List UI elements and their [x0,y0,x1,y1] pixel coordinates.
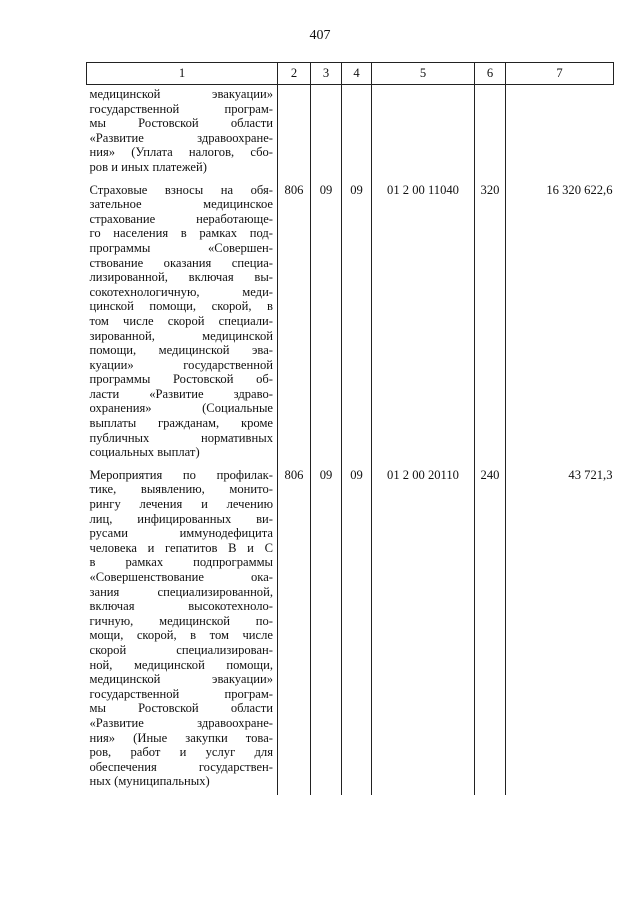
row-name-line: Мероприятия по профилак- [89,467,273,482]
ministry-code-cell: 806 [278,466,311,795]
row-name-line: включая высокотехноло- [89,599,273,614]
row-name-line: человека и гепатитов В и С [89,540,273,555]
header-row [87,63,614,85]
row-name-line: выплаты гражданам, кроме [89,416,273,431]
section-code-cell: 09 [311,466,342,795]
table-body [87,85,614,795]
row-name-line: медицинской эвакуации» [89,87,273,101]
amount-cell [506,85,614,181]
row-name-line: в рамках подпрограммы [89,555,273,570]
row-name-line: программы Ростовской об- [89,372,273,387]
table-row [87,181,614,466]
header-col-3: 3 [311,63,342,85]
row-name-line: зированной, медицинской [89,328,273,343]
subsection-code-cell: 09 [342,181,372,466]
expense-type-cell: 320 [475,181,506,466]
header-col-7: 7 [506,63,614,85]
row-name-line: ров, работ и услуг для [89,745,273,760]
row-name-line: куации» государственной [89,357,273,372]
table-row [87,466,614,795]
section-code-cell: 09 [311,181,342,466]
target-article-cell [372,85,475,181]
row-name-line: сокотехнологичную, меди- [89,284,273,299]
row-name-line: страхование неработающе- [89,211,273,226]
expense-type-cell: 240 [475,466,506,795]
row-name-line: лиц, инфицированных ви- [89,511,273,526]
row-name-line: том числе скорой специали- [89,313,273,328]
row-name-line: «Совершенствование ока- [89,570,273,584]
row-name-line: «Развитие здравоохране- [89,715,273,730]
row-name-line: ной, медицинской помощи, [89,657,273,672]
row-name-line: мы Ростовской области [89,116,273,131]
table-row [87,85,614,181]
header-col-1: 1 [87,63,278,85]
row-name-line: ния» (Иные закупки това- [89,730,273,745]
header-col-5: 5 [372,63,475,85]
row-name-line: государственной програм- [89,101,273,116]
row-name-line: публичных нормативных [89,430,273,445]
row-name-line: ласти «Развитие здраво- [89,386,273,401]
row-name-line: Страховые взносы на обя- [89,182,273,197]
row-name-line: мы Ростовской области [89,701,273,716]
row-name-line: помощи, медицинской эва- [89,343,273,358]
row-name-line: тике, выявлению, монито- [89,482,273,497]
target-article-cell: 01 2 00 11040 [372,181,475,466]
row-name-line: обеспечения государствен- [89,759,273,774]
row-name-line: охранения» (Социальные [89,401,273,416]
row-name-cell [87,181,278,466]
ministry-code-cell [278,85,311,181]
row-name-line: мощи, скорой, в том числе [89,628,273,643]
row-name-line: русами иммунодефицита [89,526,273,541]
row-name-line: скорой специализирован- [89,642,273,657]
row-name-line: ния» (Уплата налогов, сбо- [89,145,273,160]
row-name-line: ров и иных платежей) [89,159,207,174]
row-name-line: го населения в рамках под- [89,226,273,241]
page-number: 407 [309,28,331,43]
header-col-2: 2 [278,63,311,85]
row-name-line: государственной програм- [89,686,273,701]
row-name-line: медицинской эвакуации» [89,672,273,687]
subsection-code-cell: 09 [342,466,372,795]
target-article-cell: 01 2 00 20110 [372,466,475,795]
row-name-line: рингу лечения и лечению [89,497,273,512]
row-name-line: ствование оказания специа- [89,255,273,270]
expense-type-cell [475,85,506,181]
row-name-line: социальных выплат) [89,445,200,460]
amount-cell: 43 721,3 [506,466,614,795]
section-code-cell [311,85,342,181]
row-name-line: «Развитие здравоохране- [89,130,273,145]
amount-cell: 16 320 622,6 [506,181,614,466]
row-name-line: зательное медицинское [89,197,273,212]
header-col-4: 4 [342,63,372,85]
header-col-6: 6 [475,63,506,85]
row-name-line: зания специализированной, [89,584,273,599]
row-name-cell [87,466,278,795]
row-name-line: цинской помощи, скорой, в [89,299,273,314]
subsection-code-cell [342,85,372,181]
row-name-cell [87,85,278,181]
row-name-line: программы «Совершен- [89,240,273,255]
row-name-line: гичную, медицинской по- [89,613,273,628]
ministry-code-cell: 806 [278,181,311,466]
budget-table [86,62,614,795]
row-name-line: лизированной, включая вы- [89,270,273,285]
row-name-line: ных (муниципальных) [89,774,210,789]
